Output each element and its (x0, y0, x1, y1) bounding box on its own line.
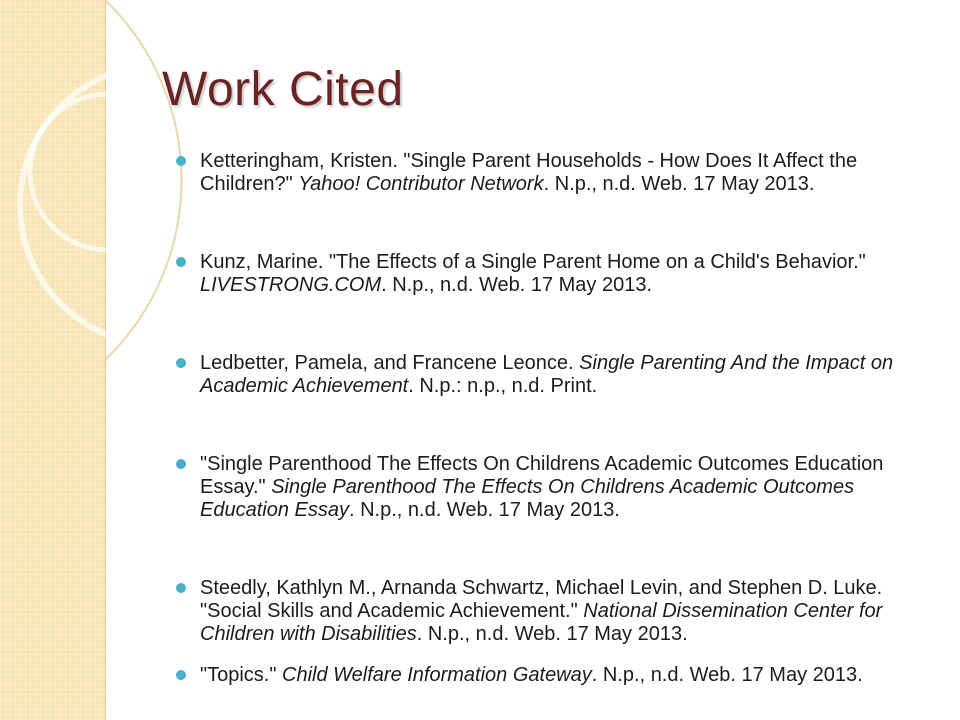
reference-text: "Single Parenthood The Effects On Childrens Academic Outcomes Education Essay." (200, 453, 884, 498)
reference-details: . N.p., n.d. Web. 17 May 2013. (381, 274, 653, 296)
reference-item (176, 352, 916, 398)
reference-source: Child Welfare Information Gateway (282, 664, 592, 686)
reference-text: "Topics." (200, 664, 283, 686)
reference-item (176, 150, 916, 196)
reference-details: . N.p., n.d. Web. 17 May 2013. (591, 664, 863, 686)
reference-item (176, 664, 916, 687)
reference-source: National Dissemination Center for Children with Disabilities (200, 600, 883, 645)
bullet-dot (176, 257, 186, 267)
reference-source: Yahoo! Contributor Network (298, 173, 544, 195)
decorative-side-band (0, 0, 106, 720)
bullet-dot (176, 583, 186, 593)
bullet-dot (176, 459, 186, 469)
reference-details: . N.p.: n.p., n.d. Print. (408, 375, 598, 397)
reference-details: . N.p., n.d. Web. 17 May 2013. (348, 499, 620, 521)
reference-details: . N.p., n.d. Web. 17 May 2013. (543, 173, 815, 195)
reference-source: LIVESTRONG.COM (200, 274, 382, 296)
outer-arc (105, 0, 182, 360)
reference-text: Ketteringham, Kristen. "Single Parent Households - How Does It Affect the Children?" (200, 150, 858, 195)
reference-text: Ledbetter, Pamela, and Francene Leonce. (200, 352, 580, 374)
reference-item (176, 577, 916, 646)
reference-item (176, 453, 916, 522)
page-title: Work Cited (162, 63, 404, 116)
reference-text: Steedly, Kathlyn M., Arnanda Schwartz, Michael Levin, and Stephen D. Luke. "Social Skills and Academic Achievement." (200, 577, 883, 622)
reference-source: Single Parenthood The Effects On Childrens Academic Outcomes Education Essay (200, 476, 855, 521)
bullet-dot (176, 358, 186, 368)
reference-source: Single Parenting And the Impact on Academic Achievement (200, 352, 894, 397)
reference-text: Kunz, Marine. "The Effects of a Single Parent Home on a Child's Behavior." (200, 251, 866, 273)
bullet-dot (176, 670, 186, 680)
reference-list (176, 150, 916, 687)
reference-item (176, 251, 916, 297)
reference-details: . N.p., n.d. Web. 17 May 2013. (416, 623, 688, 645)
bullet-dot (176, 156, 186, 166)
